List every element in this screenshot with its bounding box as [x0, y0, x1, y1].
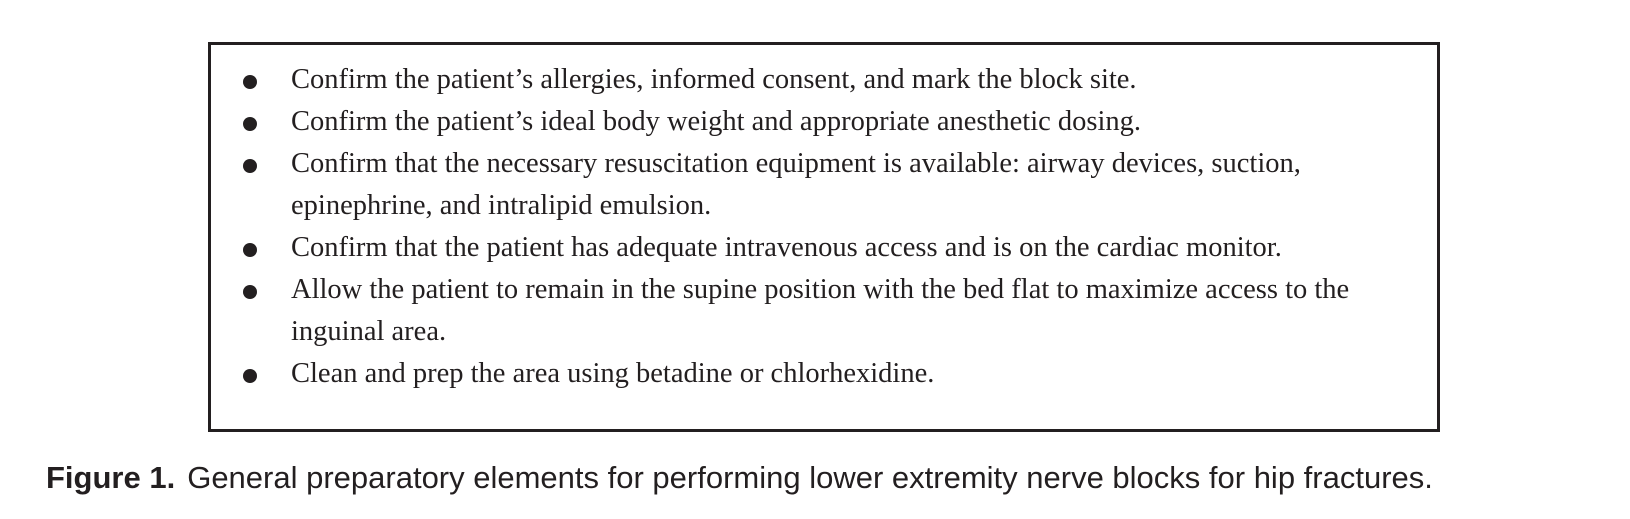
list-item-text: Allow the patient to remain in the supine position with the bed flat to maximize access to the inguinal area.	[291, 274, 1350, 347]
bullet-icon	[243, 75, 257, 89]
figure-caption	[46, 456, 1433, 500]
bullet-icon	[243, 285, 257, 299]
list-item	[235, 101, 1415, 143]
preparatory-list	[235, 59, 1415, 395]
list-item-text: Confirm that the patient has adequate intravenous access and is on the cardiac monitor.	[291, 232, 1282, 263]
bullet-icon	[243, 243, 257, 257]
list-item	[235, 269, 1415, 353]
list-item	[235, 143, 1415, 227]
list-item-text: Confirm the patient’s allergies, informed consent, and mark the block site.	[291, 64, 1137, 95]
caption-text: General preparatory elements for performing lower extremity nerve blocks for hip fractures.	[187, 460, 1433, 495]
caption-label: Figure 1.	[46, 460, 176, 495]
list-item-text: Confirm the patient’s ideal body weight and appropriate anesthetic dosing.	[291, 106, 1142, 137]
list-item-text: Clean and prep the area using betadine or chlorhexidine.	[291, 358, 935, 389]
bullet-icon	[243, 159, 257, 173]
list-item	[235, 59, 1415, 101]
figure-box	[208, 42, 1440, 432]
bullet-icon	[243, 369, 257, 383]
bullet-icon	[243, 117, 257, 131]
list-item	[235, 353, 1415, 395]
list-item	[235, 227, 1415, 269]
list-item-text: Confirm that the necessary resuscitation equipment is available: airway devices, suction, epinephrine, and intralipid emulsion.	[291, 148, 1301, 221]
